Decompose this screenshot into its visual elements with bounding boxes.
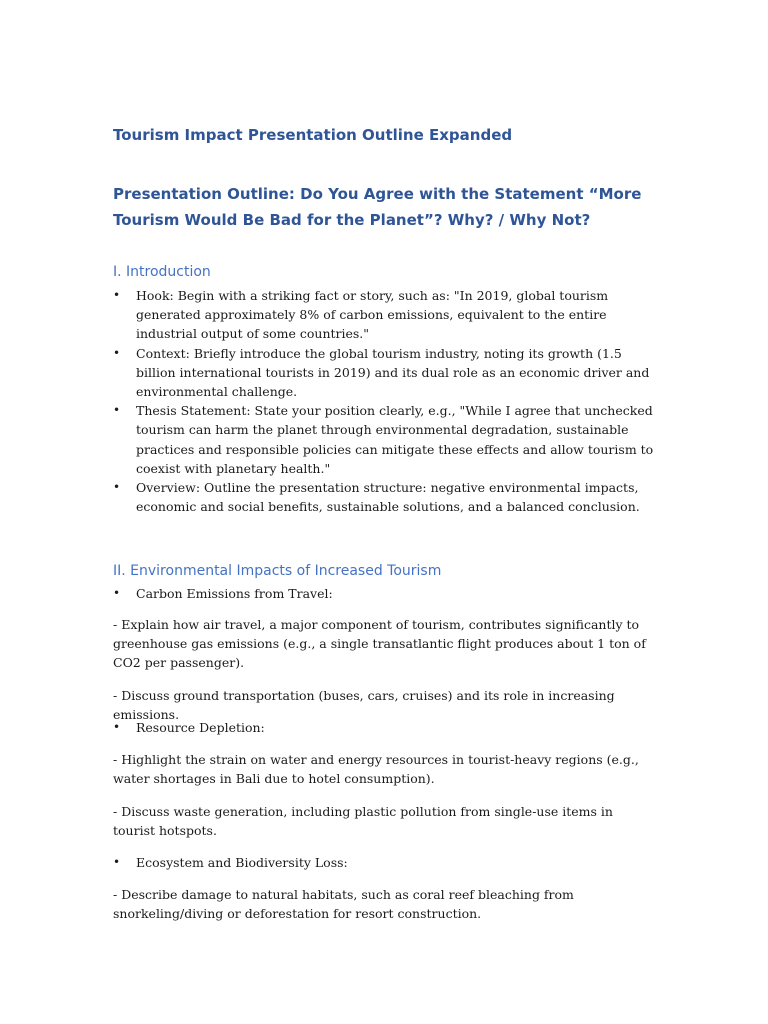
bullet-icon: • xyxy=(113,720,121,734)
bullet-icon: • xyxy=(113,403,121,418)
paragraph-ground-transportation: - Discuss ground transportation (buses, cars, cruises) and its role in increasing emissions. xyxy=(113,688,615,723)
list-item-text: Overview: Outline the presentation structure: negative environmental impacts, economic and social benefits, sustainable solutions, and a balanced conclusion. xyxy=(136,480,640,515)
list-item-text: Context: Briefly introduce the global tourism industry, noting its growth (1.5 billion international tourists in 2019) and its dual role as an economic driver and environmental challenge. xyxy=(136,345,650,400)
document-subtitle: Presentation Outline: Do You Agree with the Statement “More Tourism Would Be Bad for the Planet”? Why? / Why Not? xyxy=(113,185,642,229)
bullet-icon: • xyxy=(113,480,121,495)
bullet-icon: • xyxy=(113,288,121,302)
introduction-bullet-list xyxy=(113,286,658,516)
document-title: Tourism Impact Presentation Outline Expanded xyxy=(113,126,513,144)
paragraph-water-energy: - Highlight the strain on water and energy resources in tourist-heavy regions (e.g., water shortages in Bali due to hotel consumption). xyxy=(113,752,639,787)
list-item xyxy=(113,286,658,344)
bullet-carbon-emissions xyxy=(113,584,658,603)
paragraph-waste-generation: - Discuss waste generation, including plastic pollution from single-use items in tourist hotspots. xyxy=(113,804,613,839)
list-item-text: Thesis Statement: State your position clearly, e.g., "While I agree that unchecked tourism can harm the planet through environmental degradation, sustainable practices and responsible policies can mitigate these effects and allow tourism to coexist with planetary health." xyxy=(136,403,654,476)
section-heading-introduction: I. Introduction xyxy=(113,264,211,280)
bullet-icon: • xyxy=(113,345,121,360)
section-heading-environmental-impacts: II. Environmental Impacts of Increased Tourism xyxy=(113,563,442,579)
bullet-text: Resource Depletion: xyxy=(136,720,265,735)
list-item-text: Hook: Begin with a striking fact or story, such as: "In 2019, global tourism generated approximately 8% of carbon emissions, equivalent to the entire industrial output of some countries." xyxy=(136,288,609,342)
bullet-text: Ecosystem and Biodiversity Loss: xyxy=(136,855,348,870)
bullet-icon: • xyxy=(113,586,121,600)
bullet-icon: • xyxy=(113,855,121,869)
paragraph-air-travel: - Explain how air travel, a major component of tourism, contributes significantly to greenhouse gas emissions (e.g., a single transatlantic flight produces about 1 ton of CO2 per passenger). xyxy=(113,617,646,671)
list-item xyxy=(113,344,658,402)
bullet-ecosystem-loss xyxy=(113,853,658,872)
bullet-resource-depletion xyxy=(113,718,658,737)
paragraph-habitat-damage: - Describe damage to natural habitats, such as coral reef bleaching from snorkeling/diving or deforestation for resort construction. xyxy=(113,887,574,922)
bullet-text: Carbon Emissions from Travel: xyxy=(136,586,333,601)
list-item xyxy=(113,401,658,478)
list-item xyxy=(113,478,658,516)
